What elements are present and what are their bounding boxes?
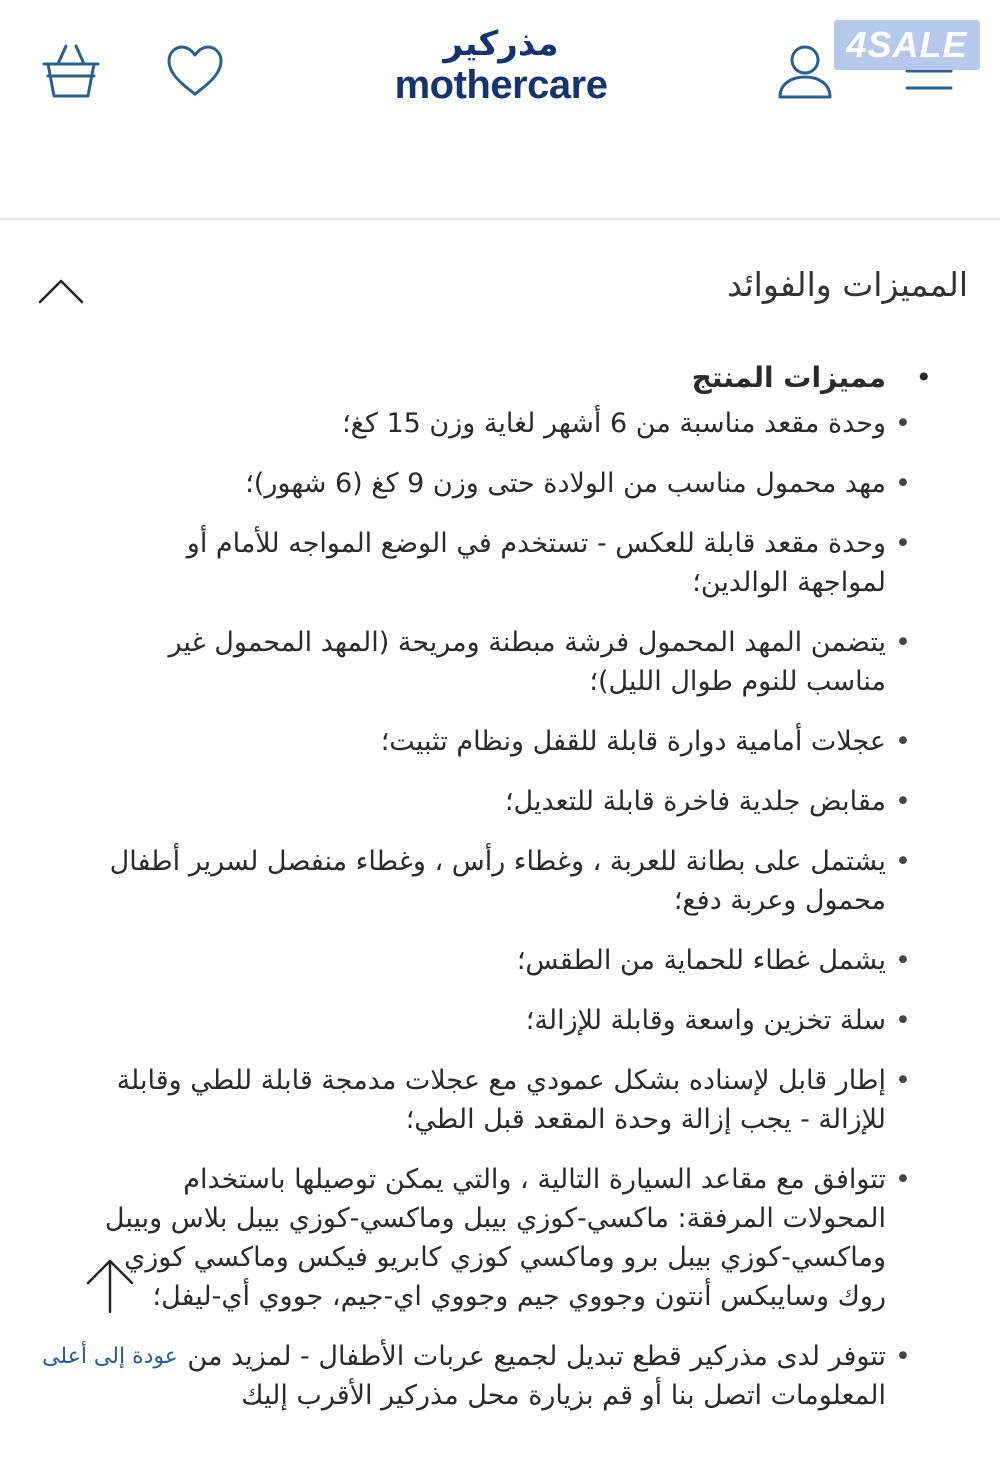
list-item — [100, 1160, 911, 1316]
basket-icon[interactable] — [40, 42, 102, 100]
list-item — [100, 1001, 911, 1040]
list-item-text: مقابض جلدية فاخرة قابلة للتعديل؛ — [504, 786, 886, 817]
features-content — [100, 358, 932, 1436]
arrow-up-icon — [84, 1258, 136, 1314]
list-item-text: يشتمل على بطانة للعربة ، وغطاء رأس ، وغطاء منفصل لسرير أطفال محمول وعربة دفع؛ — [109, 846, 886, 916]
list-item — [100, 782, 911, 821]
list-item — [100, 623, 911, 701]
bullet-dot: • — [895, 528, 911, 559]
bullet-dot: • — [895, 408, 911, 439]
bullet-dot: • — [895, 786, 911, 817]
heart-icon[interactable] — [166, 44, 224, 98]
back-to-top-label: عودة إلى أعلى — [42, 1344, 178, 1369]
list-item-text: تتوفر لدى مذركير قطع تبديل لجميع عربات الأطفال - لمزيد من المعلومات اتصل بنا أو قم بزيارة محل مذركير الأقرب إليك — [187, 1341, 886, 1411]
list-item-text: وحدة مقعد مناسبة من 6 أشهر لغاية وزن 15 كغ؛ — [342, 408, 886, 439]
bullet-dot: • — [895, 1065, 911, 1096]
watermark-4sale: 4SALE — [834, 20, 980, 70]
list-item — [100, 941, 911, 980]
brand-logo[interactable] — [376, 24, 626, 107]
features-list — [100, 404, 932, 1415]
chevron-up-icon[interactable] — [36, 276, 86, 306]
list-item — [100, 722, 911, 761]
bullet-dot: • — [895, 945, 911, 976]
list-item-text: إطار قابل لإسناده بشكل عمودي مع عجلات مدمجة قابلة للطي وقابلة للإزالة - يجب إزالة وحدة المقعد قبل الطي؛ — [116, 1065, 886, 1135]
logo-arabic-text: مذركير — [443, 24, 559, 64]
bullet-dot: • — [895, 726, 911, 757]
user-icon[interactable] — [776, 42, 834, 100]
section-title[interactable]: المميزات والفوائد — [727, 265, 968, 304]
list-item-text: يتضمن المهد المحمول فرشة مبطنة ومريحة (المهد المحمول غير مناسب للنوم طوال الليل)؛ — [168, 627, 886, 697]
list-item-text: عجلات أمامية دوارة قابلة للقفل ونظام تثبيت؛ — [380, 726, 886, 757]
features-heading — [100, 358, 932, 398]
bullet-dot: • — [915, 361, 932, 394]
list-item — [100, 404, 911, 443]
bullet-dot: • — [895, 1005, 911, 1036]
list-item — [100, 1337, 911, 1415]
list-item-text: سلة تخزين واسعة وقابلة للإزالة؛ — [525, 1005, 886, 1036]
list-item — [100, 464, 911, 503]
list-item — [100, 842, 911, 920]
list-item-text: مهد محمول مناسب من الولادة حتى وزن 9 كغ (6 شهور)؛ — [245, 468, 886, 499]
list-item — [100, 524, 911, 602]
features-heading-text: مميزات المنتج — [691, 361, 886, 394]
bullet-dot: • — [895, 468, 911, 499]
back-to-top-button[interactable] — [30, 1258, 190, 1378]
bullet-dot: • — [895, 1164, 911, 1195]
bullet-dot: • — [895, 1341, 911, 1372]
logo-english-text: mothercare — [394, 63, 608, 107]
bullet-dot: • — [895, 846, 911, 877]
bullet-dot: • — [895, 627, 911, 658]
list-item-text: وحدة مقعد قابلة للعكس - تستخدم في الوضع المواجه للأمام أو لمواجهة الوالدين؛ — [186, 528, 886, 598]
list-item-text: يشمل غطاء للحماية من الطقس؛ — [516, 945, 886, 976]
list-item — [100, 1061, 911, 1139]
list-item-text: تتوافق مع مقاعد السيارة التالية ، والتي يمكن توصيلها باستخدام المحولات المرفقة: ماكسي-كوزي بيبل وماكسي-كوزي بيبل بلاس وبيبل وماكسي-كوزي بيبل برو وماكسي كوزي كابريو فيكس وماكسي كوزي روك وسايبكس أنتون وجووي جيم وجووي اي-جيم، جووي أي-ليفل؛ — [104, 1164, 886, 1312]
header — [0, 0, 1000, 220]
